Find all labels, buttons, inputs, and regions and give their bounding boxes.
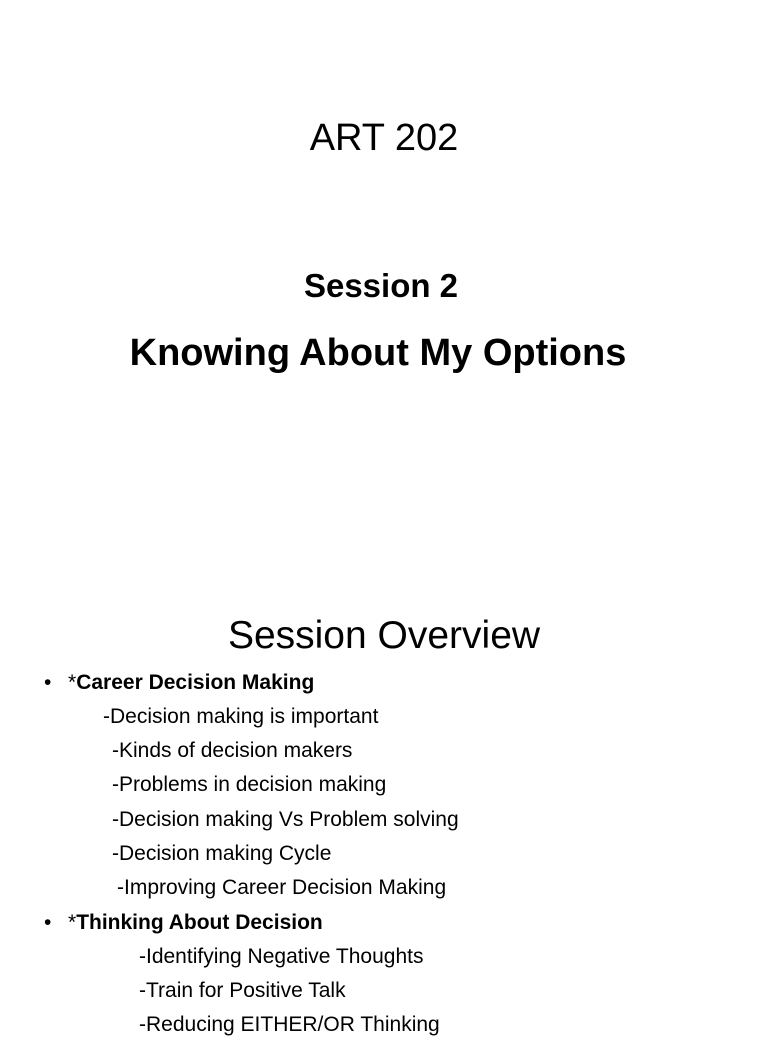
list-item: -Decision making Cycle (112, 842, 332, 865)
bullet-dot: • (44, 911, 52, 934)
section-prefix: * (68, 671, 77, 694)
list-item: -Kinds of decision makers (112, 739, 353, 762)
list-item: -Improving Career Decision Making (117, 876, 447, 899)
list-item: -Problems in decision making (112, 773, 387, 796)
section-prefix: * (68, 911, 77, 934)
section-heading-text: Career Decision Making (76, 671, 315, 694)
list-item: -Decision making is important (103, 705, 379, 728)
list-item: -Train for Positive Talk (139, 979, 346, 1002)
section-heading (68, 908, 323, 938)
overview-title: Session Overview (227, 614, 541, 657)
section-heading-text: Thinking About Decision (76, 911, 323, 934)
overview-slide (0, 580, 768, 1036)
list-item: -Decision making Vs Problem solving (112, 808, 459, 831)
session-label: Session 2 (303, 267, 459, 304)
section-heading (68, 668, 314, 698)
session-title: Knowing About My Options (129, 332, 627, 374)
list-item: -Identifying Negative Thoughts (139, 945, 424, 968)
course-code: ART 202 (309, 117, 459, 159)
bullet-dot: • (44, 671, 52, 694)
list-item: -Reducing EITHER/OR Thinking (139, 1013, 440, 1036)
